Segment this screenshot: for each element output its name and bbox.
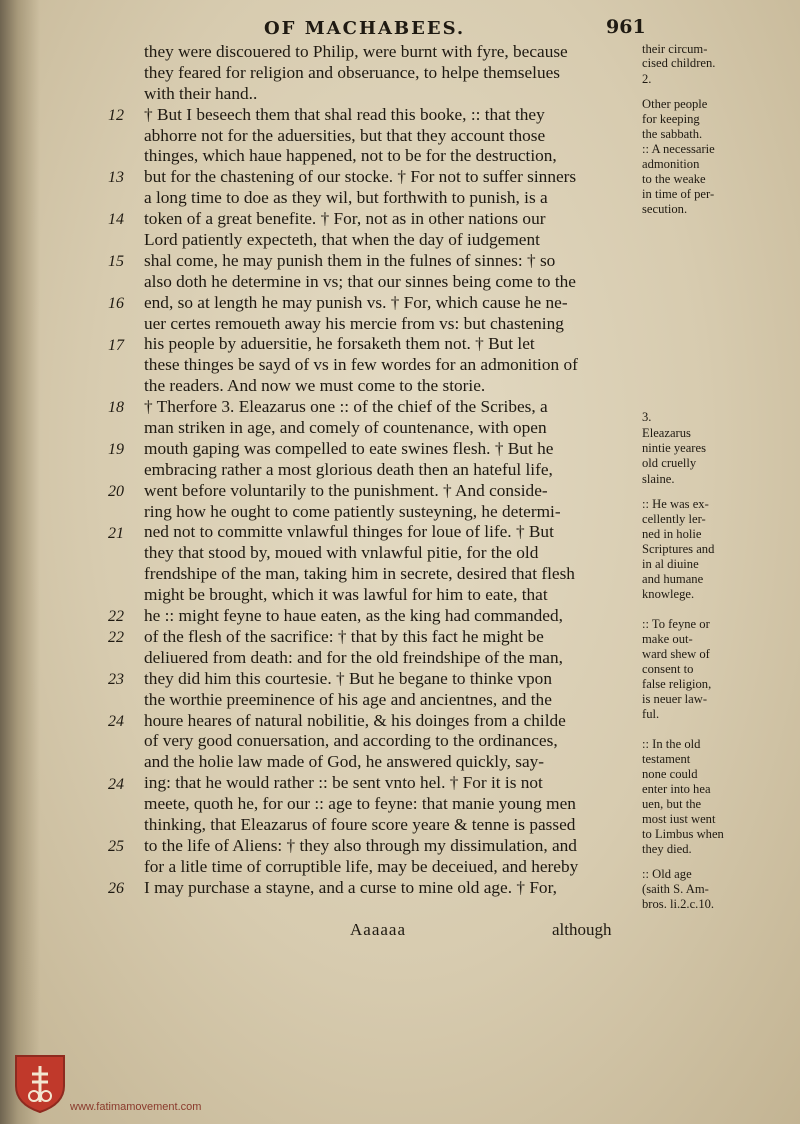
verse-number: 21 [108,524,124,542]
text-line: his people by aduersitie, he forsaketh them not. † But let [144,334,535,354]
text-line: they that stood by, moued with vnlawful pitie, for the old [144,543,539,563]
text-line: and the holie law made of God, he answered quickly, say- [144,752,545,772]
binding-shadow [0,0,40,1124]
text-line: houre heares of natural nobilitie, & his doinges from a childe [144,710,566,730]
text-line: of the flesh of the sacrifice: † that by this fact he might be [144,626,544,646]
text-line: the worthie preeminence of his age and ancientnes, and the [144,689,552,709]
margin-note-line: 3. [642,410,652,424]
margin-note-line: Scriptures and [642,542,715,556]
margin-note-line: Eleazarus [642,426,691,440]
text-line: went before voluntarily to the punishment. † And conside- [144,480,548,500]
verse-number: 12 [108,106,124,124]
text-line: meete, quoth he, for our :: age to feyne: that manie young men [144,794,576,814]
verse-number: 18 [108,399,124,417]
margin-note-line: knowlege. [642,587,695,601]
margin-note-line: ful. [642,707,660,721]
margin-note-line: ned in holie [642,527,702,541]
margin-note-line: and humane [642,572,704,586]
margin-note-line: for keeping [642,112,700,126]
margin-note-line: none could [642,767,698,781]
page-number: 961 [606,16,646,38]
text-line: Lord patiently expecteth, that when the day of iudgement [144,230,540,250]
margin-note-line: make out- [642,632,693,646]
margin-note-line: :: A necessarie [642,142,715,156]
margin-note-line: most iust went [642,812,716,826]
text-line: they were discouered to Philip, were burnt with fyre, because [144,42,568,61]
text-line: abhorre not for the aduersities, but that they account those [144,125,546,145]
text-line: end, so at length he may punish vs. † For, which cause he ne- [144,292,568,312]
text-line: they feared for religion and obseruance, to helpe themselues [144,62,561,82]
margin-note-line: they died. [642,842,692,856]
margin-note-line: 2. [642,72,652,86]
verse-number: 25 [108,838,124,856]
text-line: a long time to doe as they wil, but forthwith to punish, is a [144,188,548,208]
margin-note-line: :: In the old [642,737,701,751]
text-line: these thinges be sayd of vs in few wordes for an admonition of [144,355,578,375]
text-line: man striken in age, and comely of countenance, with open [144,418,547,438]
text-line: thinges, which haue happened, not to be for the destruction, [144,146,557,166]
margin-note-line: ward shew of [642,647,710,661]
margin-note-line: in al diuine [642,557,699,571]
text-line: frendshipe of the man, taking him in secrete, desired that flesh [144,564,575,584]
text-line: the readers. And now we must come to the storie. [144,376,486,396]
running-head: OF MACHABEES. [264,18,466,39]
margin-note-line: cellently ler- [642,512,706,526]
margin-note-line: consent to [642,662,694,676]
verse-number: 26 [108,880,124,897]
margin-note-line: :: Old age [642,867,692,881]
margin-note-line: (saith S. Am- [642,882,709,896]
margin-note-line: enter into hea [642,782,711,796]
text-line: † But I beseech them that shal read this booke, :: that they [144,104,545,124]
text-line: to the life of Aliens: † they also through my dissimulation, and [144,835,577,855]
margin-note-line: secution. [642,202,688,216]
margin-note-line: old cruelly [642,456,697,470]
verse-number: 24 [108,712,124,730]
verse-number: 22 [108,608,124,626]
verse-number: 24 [108,775,124,793]
margin-note-line: admonition [642,157,700,171]
verse-number: 13 [108,169,124,187]
margin-note-line: cised children. [642,56,716,70]
fatima-logo-icon[interactable] [12,1052,68,1114]
text-line: mouth gaping was compelled to eate swines flesh. † But he [144,438,554,458]
margin-note-line: to the weake [642,172,706,186]
text-line: ring how he ought to come patiently susteyning, he determi- [144,501,561,521]
margin-note-line: bros. li.2.c.10. [642,897,715,911]
text-line: token of a great benefite. † For, not as in other nations our [144,209,546,229]
watermark-link[interactable]: www.fatimamovement.com [70,1101,202,1113]
verse-number: 17 [108,336,124,354]
text-line: they did him this courtesie. † But he begane to thinke vpon [144,668,552,688]
text-line: he :: might feyne to haue eaten, as the king had commanded, [144,606,563,626]
margin-note-line: in time of per- [642,187,715,201]
catch-line [144,920,640,942]
margin-note-line: their circum- [642,42,708,56]
page-header [0,16,800,42]
verse-number: 22 [108,629,124,647]
margin-note-line: false religion, [642,677,712,691]
body-text [144,42,640,899]
margin-note-line: uen, but the [642,797,702,811]
verse-number: 14 [108,211,124,229]
text-line: I may purchase a stayne, and a curse to mine old age. † For, [144,877,557,897]
text-line: ned not to committe vnlawful thinges for loue of life. † But [144,522,554,542]
text-line: thinking, that Eleazarus of foure score yeare & tenne is passed [144,814,576,834]
margin-note-line: the sabbath. [642,127,703,141]
text-line: ing: that he would rather :: be sent vnto hel. † For it is not [144,773,543,793]
margin-note-line: :: To feyne or [642,617,710,631]
margin-note-line: nintie yeares [642,441,706,455]
verse-number: 20 [108,482,124,500]
verse-number: 19 [108,441,124,459]
text-line: also doth he determine in vs; that our sinnes being come to the [144,271,576,291]
margin-note-line: testament [642,752,691,766]
margin-note-line: is neuer law- [642,692,708,706]
text-line: uer certes remoueth away his mercie from vs: but chastening [144,313,564,333]
verse-number: 23 [108,671,124,688]
margin-note-line: to Limbus when [642,827,724,841]
text-line: embracing rather a most glorious death then an hateful life, [144,459,553,479]
margin-note-line: slaine. [642,472,675,486]
text-line: deliuered from death: and for the old freindshipe of the man, [144,647,563,667]
catchword: although [552,920,612,939]
verse-number: 15 [108,253,124,270]
text-line: with their hand.. [144,83,258,103]
text-line: shal come, he may punish them in the fulnes of sinnes: † so [144,250,556,270]
signature-mark: Aaaaaa [350,920,407,939]
text-line: but for the chastening of our stocke. † For not to suffer sinners [144,167,577,187]
margin-note-line: :: He was ex- [642,497,709,511]
margin-note-line: Other people [642,97,708,111]
text-line: might be brought, which it was lawful for him to eate, that [144,585,548,605]
text-line: † Therfore 3. Eleazarus one :: of the chief of the Scribes, a [144,397,548,417]
text-line: of very good conuersation, and according to the ordinances, [144,731,558,751]
text-line: for a litle time of corruptible life, may be deceiued, and hereby [144,856,579,876]
verse-number: 16 [108,294,124,312]
